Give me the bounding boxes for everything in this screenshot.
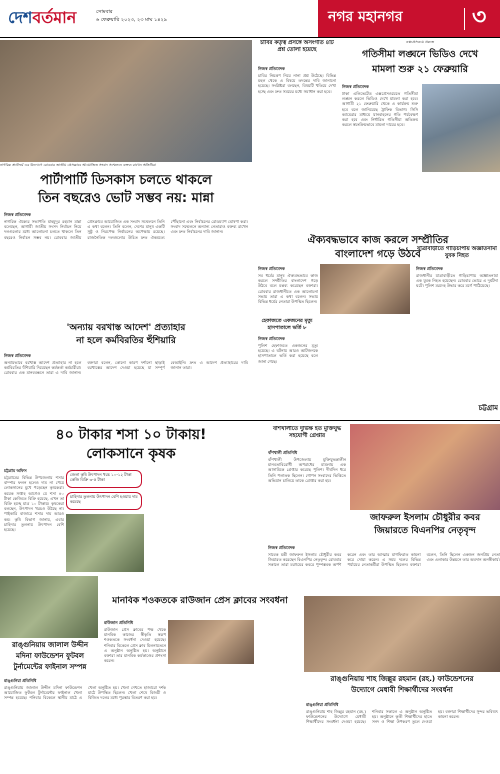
camera-story-body: চাবির নিয়ন্ত্রণ নিয়ে নানা প্রশ্ন উঠেছে। বিভিন্ন মহল থেকে এ বিষয়ে তদন্তের দাবি জানানো হয়েছে। সংশ্লিষ্টরা বলছেন, বিষয়টি খতিয়ে দেখা হচ্ছে এবং দ্রুত সময়ের মধ্যে সমাধান করা হবে।: [258, 73, 336, 94]
press-byline: নিজস্ব প্রতিবেদক: [4, 212, 31, 217]
press-club-story-body-cont: [168, 668, 300, 772]
farmer-quote-1: জেলা কৃষি উৎপাদন খরচ ১০-১২ টাকা কেজি বিক্রি ৩-৫ টাকা: [66, 470, 142, 488]
speed-headline-line2: মামলা শুরু ২১ ফেব্রুয়ারি: [372, 64, 468, 75]
farmer-byline: চট্টগ্রাম অফিস: [4, 468, 27, 473]
press-story-headline: [0, 172, 252, 210]
football-headline-line2: মদিনা ফাউন্ডেশন ফুটবল: [15, 652, 84, 660]
tree-byline: বাঁশখালী প্রতিনিধি: [268, 450, 298, 455]
unity-story-body: সব ধর্মের মানুষ ঐক্যবদ্ধভাবে কাজ করলে সম্প্রীতির বাংলাদেশ গড়ে উঠবে বলে মন্তব্য করেছেন বক্তারা। রোববার রাজধানীতে এক আলোচনা সভায় তারা এ কথা বলেন। সভায় বিভিন্ন ধর্মের নেতারা উপস্থিত ছিলেন।: [258, 273, 318, 305]
speed-story-body-cont: [422, 176, 500, 231]
tree-story-headline: বাঁশখালীতে দুর্ভিক্ষ হত মুক্তিযুদ্ধ সহযোগী গ্রেপ্তার: [272, 426, 342, 439]
press-story-body: নাগরিক ঐক্যের সভাপতি মাহমুদুর রহমান মান্না বলেছেন, আগামী জাতীয় সংসদ নির্বাচন নিয়ে দলগুলোর মধ্যে আলোচনা চলতে থাকলে তিন বছরেও নির্বাচন সম্ভব নয়। রোববার জাতীয় প্রেসক্লাবে আয়োজিত এক সংবাদ সম্মেলনে তিনি এ কথা বলেন। তিনি বলেন, দেশের মানুষ একটি সুষ্ঠু ও নিরপেক্ষ নির্বাচনের অপেক্ষায় রয়েছে। রাজনৈতিক দলগুলোর উচিত দ্রুত ঐকমত্যে পৌঁছানো এবং নির্বাচনের রোডম্যাপ ঘোষণা করা। সংবাদ সম্মেলনে অন্যান্য নেতারাও বক্তব্য রাখেন এবং দ্রুত নির্বাচনের দাবি জানান।: [4, 219, 248, 240]
tree-story-body: বাঁশখালী উপজেলায় মুক্তিযুদ্ধকালীন মানবতাবিরোধী অপরাধের মামলায় এক আসামিকে গ্রেপ্তার করেছে পুলিশ। দীর্ঘদিন ধরে তিনি পলাতক ছিলেন। গোপন সংবাদের ভিত্তিতে অভিযান চালিয়ে তাকে গ্রেপ্তার করা হয়।: [268, 457, 346, 483]
speed-story-headline: [340, 47, 500, 81]
logo-first: দেশ: [8, 8, 33, 27]
unity-story-body-cont: [320, 318, 410, 414]
chattogram-section-label: চট্টগ্রাম: [478, 404, 498, 412]
unity-photo: [320, 264, 410, 314]
football-byline: রাঙ্গুনিয়া প্রতিনিধি: [4, 678, 37, 683]
foundation-photo: [304, 596, 500, 672]
football-headline-line1: রাঙ্গুনিয়ায় জালাল উদ্দীন: [11, 641, 89, 649]
speed-headline-line1: গতিসীমা লঙ্ঘনে ভিডিও দেখে: [361, 49, 478, 60]
logo-rest: বর্তমান: [32, 8, 77, 27]
section-divider: [464, 8, 465, 30]
camera-kicker: চাবির কর্তৃত্ব প্রসঙ্গে অসংগতি ৪টি প্রশ্ন তোলা হয়েছে: [260, 40, 334, 53]
press-conference-photo: [0, 40, 252, 162]
expressway-photo: [422, 84, 500, 172]
speed-byline: নিজস্ব প্রতিবেদক: [342, 84, 369, 89]
camera-byline: নিজস্ব প্রতিবেদক: [258, 66, 285, 71]
foundation-story-headline: [304, 674, 500, 700]
press-club-photo: [168, 620, 254, 664]
page-number: ৩: [472, 5, 487, 30]
date-line: ৬ ফেব্রুয়ারি ২০২৩, ২৩ মাঘ ১৪২৯: [96, 17, 168, 23]
newspaper-logo: [8, 8, 86, 30]
zafrul-story-headline: [350, 512, 500, 542]
quote-headline-line2: না হলে কর্মবিরতির হুঁশিয়ারি: [76, 336, 176, 346]
zafrul-headline-line2: জিয়ারতে বিএনপির নেতৃবৃন্দ: [374, 526, 476, 536]
flyover-headline: যাত্রাবাড়ীতে গাড়িচাপায় অজ্ঞাতনামা যুবক নিহত: [417, 246, 497, 259]
farmer-story-body: চট্টগ্রামের বিভিন্ন উপজেলায় শসার বাম্পার ফলন হলেও দাম না পেয়ে লোকসানের মুখে পড়েছেন কৃষকেরা। কয়েক সপ্তাহ আগেও যে শসা ৪০ টাকা কেজিতে বিক্রি হয়েছে, এখন তা বিক্রি হচ্ছে মাত্র ১০ টাকায়। কৃষকেরা বলছেন, উৎপাদন খরচও উঠছে না। পাইকারি বাজারে শসার দাম আরও কম। কৃষি বিভাগ জানায়, এবার চাহিদার তুলনায় উৎপাদন বেশি হয়েছে।: [4, 475, 64, 533]
speed-story-body: ঢাকা এলিভেটেড এক্সপ্রেসওয়েতে গতিসীমা লঙ্ঘন করলে ভিডিও দেখে মামলা করা হবে। আগামী ২১ ফেব্রুয়ারি থেকে এ কার্যক্রম শুরু হবে বলে জানিয়েছে ট্রাফিক বিভাগ। সিসি ক্যামেরার মাধ্যমে যানবাহনের গতি পর্যবেক্ষণ করা হবে এবং নির্ধারিত গতিসীমা অতিক্রম করলে স্বয়ংক্রিয়ভাবে মামলা দায়ের হবে।: [342, 91, 418, 128]
hospital-byline: নিজস্ব প্রতিবেদক: [258, 336, 285, 341]
farmer-story-headline: [0, 426, 262, 466]
press-headline-line2: তিন বছরেও ভোট সম্ভব নয়: মান্না: [38, 191, 214, 206]
press-club-headline: মানবিক শওকতকে রাউজান প্রেস ক্লাবের সংবর্ধনা: [112, 596, 288, 606]
zafrul-grave-photo: [350, 424, 500, 510]
farmer-quote-2: চাহিদার তুলনায় উৎপাদন বেশি হওয়ায় দাম কমেছে: [66, 492, 142, 510]
farmer-headline-line2: লোকসানে কৃষক: [86, 446, 176, 462]
football-photo: [0, 576, 98, 638]
quote-headline-line1: 'অন্যায় বরখাস্ত আদেশ' প্রত্যাহার: [66, 323, 186, 333]
press-photo-caption: নাগরিক প্ল্যাটফর্ম এর উদ্যোগে রোববার জাতীয় প্রেসক্লাবে আয়োজিত সংবাদ সম্মেলনে বক্তব্য রাখেন অতিথিরা: [0, 163, 157, 167]
press-club-story-body: রাউজান প্রেস ক্লাবের পক্ষ থেকে মানবিক কাজের স্বীকৃতি স্বরূপ শওকতকে সংবর্ধনা দেওয়া হয়েছে। শনিবার বিকেলে প্রেস ক্লাব মিলনায়তনে এ অনুষ্ঠান অনুষ্ঠিত হয়। অনুষ্ঠানে বক্তারা তার মানবিক কর্মকাণ্ডের প্রশংসা করেন।: [104, 627, 166, 664]
flyover-byline: নিজস্ব প্রতিবেদক: [416, 266, 443, 271]
farmer-headline-line1: ৪০ টাকার শসা ১০ টাকায়!: [55, 427, 207, 443]
football-story-body: রাঙ্গুনিয়ায় জালাল উদ্দীন মদিনা ফাউন্ডেশন আয়োজিত ফুটবল টুর্নামেন্টের ফাইনাল খেলা সম্পন্ন হয়েছে। শনিবার বিকেলে স্থানীয় মাঠে এ খেলা অনুষ্ঠিত হয়। খেলা দেখতে হাজারো দর্শক মাঠে উপস্থিত ছিলেন। খেলা শেষে বিজয়ী ও বিজিত দলের মধ্যে পুরস্কার বিতরণ করা হয়।: [4, 685, 166, 701]
foundation-headline-line2: উদ্যোগে মেধাবী শিক্ষার্থীদের সংবর্ধনা: [351, 686, 453, 694]
unity-byline: নিজস্ব প্রতিবেদক: [258, 266, 285, 271]
football-story-headline: [0, 640, 100, 676]
zafrul-byline: নিজস্ব প্রতিবেদক: [268, 545, 295, 550]
dateline: [96, 8, 206, 32]
press-headline-line1: পার্টাপার্টি ডিসকাস চলতে থাকলে: [40, 173, 212, 188]
cucumber-photo: [66, 514, 144, 572]
football-headline-line3: টুর্নামেন্টের ফাইনাল সম্পন্ন: [13, 663, 87, 671]
weekday: সোমবার: [96, 9, 113, 15]
quote-story-body: অন্যায়ভাবে বরখাস্ত আদেশ প্রত্যাহার না হলে কর্মবিরতির হুঁশিয়ারি দিয়েছেন কর্মকর্তা কর্মচারীরা। রোববার এক মানববন্ধনে তারা এ দাবি জানান। বক্তারা বলেন, কোনো কারণ দর্শানো ছাড়াই বরখাস্তের আদেশ দেওয়া হয়েছে যা সম্পূর্ণ বেআইনি। দ্রুত এ আদেশ প্রত্যাহারের দাবি জানান তারা।: [4, 360, 248, 376]
zafrul-story-body: সাবেক মন্ত্রী জাফরুল ইসলাম চৌধুরীর কবর জিয়ারত করেছেন বিএনপির নেতৃবৃন্দ। রোববার সকালে তারা মরহুমের কবরে পুষ্পস্তবক অর্পণ করেন এবং তার আত্মার মাগফিরাত কামনা করে দোয়া করেন। এ সময় দলের বিভিন্ন পর্যায়ের নেতাকর্মীরা উপস্থিত ছিলেন। বক্তারা বলেন, তিনি ছিলেন একজন জনপ্রিয় নেতা এবং এলাকার উন্নয়নে তার অবদান অনস্বীকার্য।: [268, 552, 500, 568]
speed-tag: এক্সপ্রেসওয়ে প্রকল্পে: [405, 40, 435, 44]
foundation-headline-line1: রাঙ্গুনিয়ায় শাহ জিল্লুর রহমান (রহ.) ফাউন্ডেশনের: [330, 675, 474, 683]
hospital-kicker: হেফাজতে একজনের মৃত্যু হাসপাতালে ভর্তি ৮: [261, 318, 313, 331]
zafrul-headline-line1: জাফরুল ইসলাম চৌধুরীর কবর: [369, 513, 481, 523]
foundation-story-body: রাঙ্গুনিয়ায় শাহ জিল্লুর রহমান (রহ.) ফাউন্ডেশনের উদ্যোগে মেধাবী শিক্ষার্থীদের সংবর্ধনা দেওয়া হয়েছে। শনিবার সকালে এ অনুষ্ঠান অনুষ্ঠিত হয়। অনুষ্ঠানে কৃতী শিক্ষার্থীদের হাতে সনদ ও শিক্ষা উপকরণ তুলে দেওয়া হয়। বক্তারা শিক্ষার্থীদের সুন্দর ভবিষ্যৎ কামনা করেন।: [306, 709, 498, 725]
quote-byline: নিজস্ব প্রতিবেদক: [4, 353, 31, 358]
farmer-story-body-cont: [146, 468, 260, 572]
flyover-story-body: রাজধানীর যাত্রাবাড়ীতে গাড়িচাপায় অজ্ঞাতনামা এক যুবক নিহত হয়েছেন। রোববার ভোরে এ দুর্ঘটনা ঘটে। পুলিশ মরদেহ উদ্ধার করে মর্গে পাঠিয়েছে।: [416, 273, 498, 289]
section-header: [318, 0, 500, 38]
masthead: [0, 0, 500, 38]
quote-story-headline: [0, 322, 252, 352]
section-name: নগর মহানগর: [328, 9, 403, 25]
hospital-story-body: পুলিশ হেফাজতে একজনের মৃত্যু হয়েছে। এ ঘটনায় আরও আটজনকে হাসপাতালে ভর্তি করা হয়েছে বলে জানা গেছে।: [258, 343, 318, 364]
unity-headline-line2: বাংলাদেশ গড়ে উঠবে: [335, 249, 421, 260]
section-divider-line: [0, 420, 500, 421]
foundation-byline: রাঙ্গুনিয়া প্রতিনিধি: [306, 702, 339, 707]
press-club-byline: রাউজান প্রতিনিধি: [104, 620, 134, 625]
unity-headline-line1: ঐক্যবদ্ধভাবে কাজ করলে সম্প্রীতির: [307, 235, 449, 246]
